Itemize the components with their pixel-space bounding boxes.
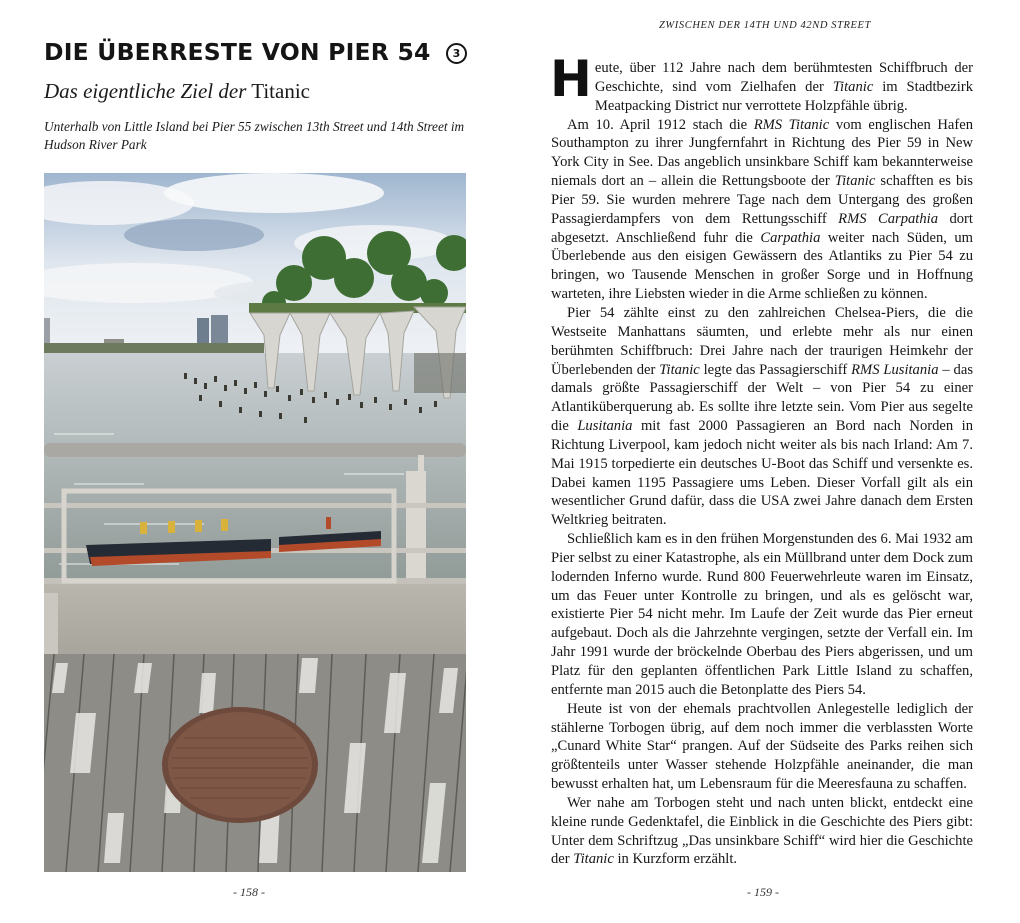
text-run: Am 10. April 1912 stach die [567,116,754,133]
italic-text: Lusitania [577,418,633,435]
italic-text: Titanic [834,173,876,190]
page-number-right: - 159 - [747,885,779,899]
paragraph [551,794,973,869]
subtitle-roman: Titanic [251,79,310,103]
paragraph [551,530,973,700]
paragraph [551,700,973,794]
location-line: Unterhalb von Little Island bei Pier 55 zwischen 13th Street und 14th Street im Hudson River Park [44,119,465,152]
text-run: weiter nach Süden, um Überlebende aus den eisigen Gewässern des Atlantiks zu Pier 54 zu bringen, wo Tausende Menschen in großer Sorge und in Hoffnung warteten, ihre Liebsten wieder in die Arme schließen zu können. [551,229,973,303]
text-run: Pier 54 zählte einst zu den zahlreichen Chelsea-Piers, die die Westseite Manhattans säumten, und erlebte mehr als nur einen berühmten Schiffbruch: Drei Jahre nach der traurigen Heimkehr der Überlebenden der [551,304,973,378]
photo-illustration [44,173,466,872]
page-number-left: - 158 - [233,885,265,899]
text-run: vom englischen Hafen Southampton zu ihrer Jungfernfahrt in Richtung des Pier 59 in New York City in See. Das angeblich unsinkbare Schiff kam bekannterweise niemals dort an – allein die Rettungsboote der [551,116,974,190]
text-run: Schließlich kam es in den frühen Morgenstunden des 6. Mai 1932 am Pier selbst zu einer Katastrophe, als ein Müllbrand unter dem Dock zum lodernden Inferno wurde. Rund 800 Feuerwehrleute waren im Einsatz, um das Feuer unter Kontrolle zu bringen, und als es gelöscht war, existierte Pier 54 nicht mehr. Im Laufe der Zeit wurde das Pier erneut aufgebaut. Doch als die Jahrzehnte vergingen, setzte der Verfall ein. Im Jahr 1991 wurde der bröckelnde Oberbau des Piers abgerissen, und um Platz für den geplanten öffentlichen Park Little Island zu schaffen, entfernte man 2015 auch die Betonplatte des Piers 54. [551,531,973,698]
paragraph [550,50,973,116]
italic-text: RMS Lusitania [851,361,939,378]
number-badge-icon: 3 [446,43,467,64]
text-run: – das damals größte Passagierschiff der Welt – von Pier 54 zu einer Atlantiküberquerung ab. Es sollte ihre letzte sein. Vom Pier aus segelte die [551,361,973,435]
text-run: eute, über 112 Jahre nach dem berühmtesten Schiffbruch der Geschichte, sind vom Zielhafen der [594,60,973,95]
text-run: im Stadtbezirk Meatpacking District nur verrottete Holzpfähle übrig. [594,78,973,114]
drop-cap: H [550,50,592,108]
right-page [510,0,1020,923]
italic-text: Titanic [832,78,874,95]
chapter-subtitle [44,79,310,104]
running-head: ZWISCHEN DER 14TH UND 42ND STREET [658,20,872,31]
italic-text: RMS Carpathia [838,210,938,227]
pier-photo [44,173,466,872]
italic-text: Titanic [659,361,700,378]
text-run: mit fast 2000 Passagieren an Bord nach Norden in Richtung Liverpool, kam jedoch nicht weiter als bis nach Irland: Am 7. Mai 1915 torpedierte ein deutsches U-Boot das Schiff und versenkte es. Dabei kamen 1195 Passagiere ums Leben. Dieser Vorfall gilt als ein wesentlicher Grund dafür, dass die USA zwei Jahre danach dem Ersten Weltkrieg beitraten. [551,418,973,529]
text-run: Heute ist von der ehemals prachtvollen Anlegestelle lediglich der stählerne Torbogen übrig, auf dem noch immer die verblassten Worte „Cunard White Star“ prangen. Auf der Südseite des Parks reihen sich größtenteils unter Wasser stehende Holzpfähle aneinander, die man bewusst erhalten hat, um Lebensraum für die Meeresfauna zu schaffen. [551,700,973,793]
italic-text: Carpathia [760,229,821,246]
article-body [550,50,974,869]
italic-text: RMS Titanic [753,116,830,133]
subtitle-italic: Das eigentliche Ziel der [44,79,247,103]
text-run: Wer nahe am Torbogen steht und nach unten blickt, entdeckt eine kleine runde Gedenktafel, die Einblick in die Geschichte des Piers gibt: Unter dem Schriftzug „Das unsinkbare Schiff“ wird hier die Geschichte der [551,794,973,868]
chapter-title: DIE ÜBERRESTE VON PIER 54 [44,38,431,66]
text-run: legte das Passagierschiff [699,361,852,378]
text-run: schafften es bis Pier 59. Sie wurden mehrere Tage nach dem Untergang des großen Passagierdampfers von dem Rettungsschiff [551,173,973,227]
paragraph [551,116,973,304]
text-run: dort abgesetzt. Anschließend fuhr die [551,210,973,246]
paragraph [551,304,973,530]
text-run: in Kurzform erzählt. [613,851,738,868]
italic-text: Titanic [573,851,614,868]
